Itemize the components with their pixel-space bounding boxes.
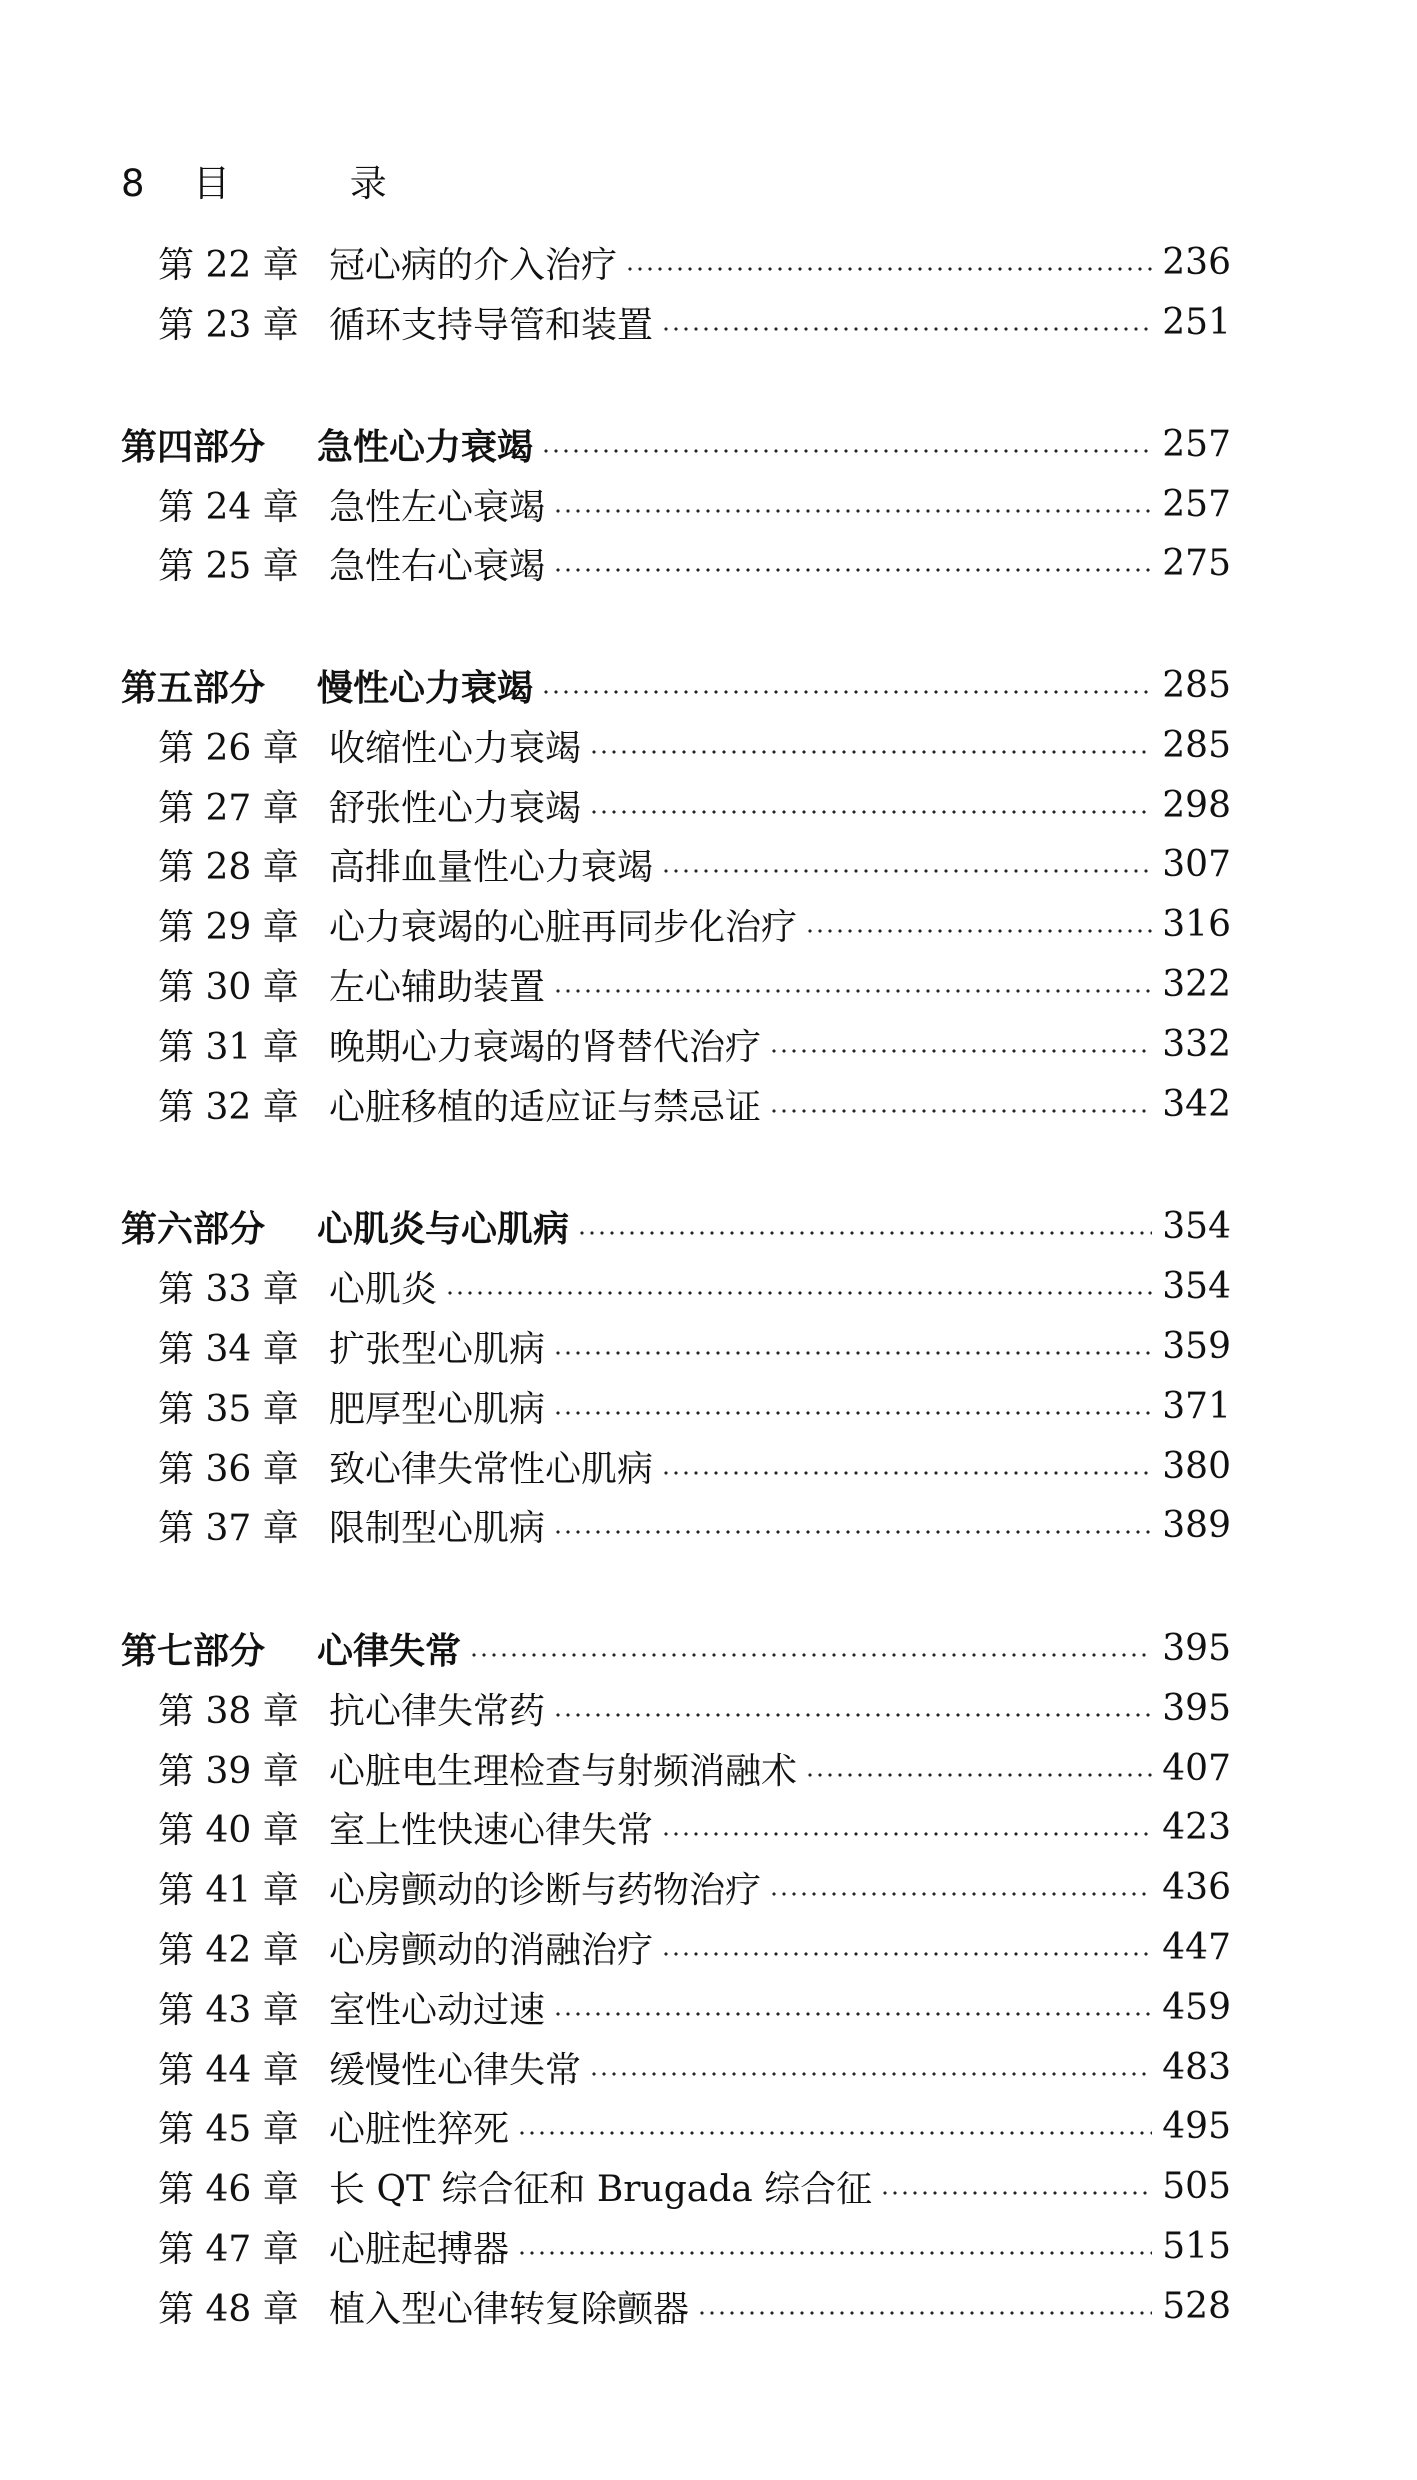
toc-part-row — [0, 1200, 1417, 1252]
dot-leader — [697, 2310, 1152, 2316]
part-number: 第七部分 — [121, 1630, 266, 1672]
page-ref: 285 — [1162, 724, 1231, 766]
chapter-number: 第 44 章 — [158, 2049, 299, 2091]
chapter-title: 植入型心律转复除颤器 — [329, 2288, 690, 2330]
toc-chapter-row — [0, 838, 1417, 890]
dot-leader — [661, 1951, 1152, 1957]
chapter-number: 第 24 章 — [158, 486, 299, 528]
dot-leader — [661, 868, 1152, 874]
chapter-number: 第 48 章 — [158, 2288, 299, 2330]
toc-chapter-row — [0, 898, 1417, 950]
page-ref: 395 — [1162, 1687, 1231, 1729]
chapter-title: 缓慢性心律失常 — [329, 2049, 582, 2091]
page-title: 目 录 — [193, 162, 441, 205]
chapter-title: 晚期心力衰竭的肾替代治疗 — [329, 1026, 762, 1068]
chapter-number: 第 41 章 — [158, 1869, 299, 1911]
chapter-number: 第 33 章 — [158, 1268, 299, 1310]
toc-chapter-row — [0, 296, 1417, 348]
chapter-title: 心脏性猝死 — [329, 2108, 510, 2150]
dot-leader — [769, 1048, 1152, 1054]
chapter-number: 第 27 章 — [158, 787, 299, 829]
dot-leader — [661, 326, 1152, 332]
chapter-number: 第 32 章 — [158, 1086, 299, 1128]
dot-leader — [553, 1410, 1152, 1416]
part-title: 慢性心力衰竭 — [317, 667, 534, 709]
page-ref: 459 — [1162, 1986, 1231, 2028]
page-ref: 505 — [1162, 2165, 1231, 2207]
dot-leader — [769, 1108, 1152, 1114]
chapter-title: 高排血量性心力衰竭 — [329, 846, 654, 888]
chapter-number: 第 47 章 — [158, 2228, 299, 2270]
chapter-title: 急性左心衰竭 — [329, 486, 546, 528]
toc-chapter-row — [0, 1440, 1417, 1492]
toc-chapter-row — [0, 1078, 1417, 1130]
dot-leader — [625, 266, 1152, 272]
part-number: 第六部分 — [121, 1208, 266, 1250]
part-title: 心律失常 — [317, 1630, 462, 1672]
dot-leader — [589, 2071, 1152, 2077]
chapter-title: 室上性快速心律失常 — [329, 1809, 654, 1851]
chapter-title: 心力衰竭的心脏再同步化治疗 — [329, 906, 798, 948]
page-ref: 285 — [1162, 664, 1231, 706]
chapter-title: 扩张型心肌病 — [329, 1328, 546, 1370]
dot-leader — [553, 988, 1152, 994]
chapter-title: 心房颤动的诊断与药物治疗 — [329, 1869, 762, 1911]
chapter-title: 急性右心衰竭 — [329, 545, 546, 587]
chapter-title: 舒张性心力衰竭 — [329, 787, 582, 829]
chapter-title: 肥厚型心肌病 — [329, 1388, 546, 1430]
chapter-number: 第 40 章 — [158, 1809, 299, 1851]
toc-chapter-row — [0, 779, 1417, 831]
chapter-number: 第 38 章 — [158, 1690, 299, 1732]
chapter-number: 第 34 章 — [158, 1328, 299, 1370]
page-ref: 483 — [1162, 2046, 1231, 2088]
chapter-number: 第 22 章 — [158, 244, 299, 286]
chapter-title: 室性心动过速 — [329, 1989, 546, 2031]
chapter-title: 心房颤动的消融治疗 — [329, 1929, 654, 1971]
page-ref: 354 — [1162, 1265, 1231, 1307]
toc-chapter-row — [0, 1981, 1417, 2033]
page-ref: 423 — [1162, 1806, 1231, 1848]
page-ref: 359 — [1162, 1325, 1231, 1367]
chapter-title: 循环支持导管和装置 — [329, 304, 654, 346]
page-ref: 257 — [1162, 423, 1231, 465]
chapter-number: 第 46 章 — [158, 2168, 299, 2210]
toc-chapter-row — [0, 478, 1417, 530]
toc-chapter-row — [0, 1921, 1417, 1973]
chapter-number: 第 28 章 — [158, 846, 299, 888]
page-ref: 316 — [1162, 903, 1231, 945]
chapter-title: 左心辅助装置 — [329, 966, 546, 1008]
part-title: 心肌炎与心肌病 — [317, 1208, 570, 1250]
chapter-number: 第 37 章 — [158, 1507, 299, 1549]
page-ref: 354 — [1162, 1205, 1231, 1247]
chapter-title: 致心律失常性心肌病 — [329, 1448, 654, 1490]
toc-chapter-row — [0, 2160, 1417, 2212]
dot-leader — [541, 689, 1152, 695]
dot-leader — [577, 1230, 1152, 1236]
toc-part-row — [0, 418, 1417, 470]
page-ref: 528 — [1162, 2285, 1231, 2327]
page-ref: 515 — [1162, 2225, 1231, 2267]
page-ref: 395 — [1162, 1627, 1231, 1669]
page-number: 8 — [121, 162, 145, 205]
toc-chapter-row — [0, 1801, 1417, 1853]
chapter-number: 第 31 章 — [158, 1026, 299, 1068]
chapter-title: 抗心律失常药 — [329, 1690, 546, 1732]
dot-leader — [769, 1891, 1152, 1897]
page-ref: 322 — [1162, 963, 1231, 1005]
toc-chapter-row — [0, 1499, 1417, 1551]
toc-chapter-row — [0, 1260, 1417, 1312]
toc-chapter-row — [0, 1742, 1417, 1794]
chapter-number: 第 42 章 — [158, 1929, 299, 1971]
chapter-title: 心脏起搏器 — [329, 2228, 510, 2270]
part-number: 第五部分 — [121, 667, 266, 709]
dot-leader — [553, 567, 1152, 573]
toc-chapter-row — [0, 1018, 1417, 1070]
dot-leader — [553, 1529, 1152, 1535]
page-ref: 307 — [1162, 843, 1231, 885]
chapter-title: 冠心病的介入治疗 — [329, 244, 618, 286]
page-ref: 436 — [1162, 1866, 1231, 1908]
toc-chapter-row — [0, 2100, 1417, 2152]
chapter-number: 第 45 章 — [158, 2108, 299, 2150]
page-ref: 332 — [1162, 1023, 1231, 1065]
chapter-title: 收缩性心力衰竭 — [329, 727, 582, 769]
toc-chapter-row — [0, 2041, 1417, 2093]
page-ref: 236 — [1162, 241, 1231, 283]
chapter-number: 第 36 章 — [158, 1448, 299, 1490]
dot-leader — [469, 1652, 1152, 1658]
page-ref: 342 — [1162, 1083, 1231, 1125]
toc-chapter-row — [0, 1682, 1417, 1734]
dot-leader — [805, 928, 1152, 934]
chapter-title: 心肌炎 — [329, 1268, 438, 1310]
chapter-number: 第 23 章 — [158, 304, 299, 346]
chapter-title: 长 QT 综合征和 Brugada 综合征 — [329, 2168, 873, 2210]
toc-chapter-row — [0, 236, 1417, 288]
page-ref: 380 — [1162, 1445, 1231, 1487]
dot-leader — [553, 1350, 1152, 1356]
dot-leader — [880, 2190, 1152, 2196]
dot-leader — [805, 1772, 1152, 1778]
page-ref: 371 — [1162, 1385, 1231, 1427]
chapter-title: 限制型心肌病 — [329, 1507, 546, 1549]
dot-leader — [517, 2250, 1152, 2256]
page-ref: 257 — [1162, 483, 1231, 525]
toc-chapter-row — [0, 537, 1417, 589]
page-ref: 407 — [1162, 1747, 1231, 1789]
toc-chapter-row — [0, 958, 1417, 1010]
toc-chapter-row — [0, 2220, 1417, 2272]
chapter-title: 心脏电生理检查与射频消融术 — [329, 1750, 798, 1792]
chapter-number: 第 26 章 — [158, 727, 299, 769]
chapter-number: 第 29 章 — [158, 906, 299, 948]
page-ref: 298 — [1162, 784, 1231, 826]
toc-chapter-row — [0, 719, 1417, 771]
toc-chapter-row — [0, 2280, 1417, 2332]
toc-part-row — [0, 1622, 1417, 1674]
dot-leader — [553, 1712, 1152, 1718]
page-ref: 447 — [1162, 1926, 1231, 1968]
dot-leader — [661, 1831, 1152, 1837]
dot-leader — [553, 2011, 1152, 2017]
page-ref: 275 — [1162, 542, 1231, 584]
dot-leader — [517, 2130, 1152, 2136]
toc-chapter-row — [0, 1861, 1417, 1913]
dot-leader — [661, 1470, 1152, 1476]
chapter-number: 第 30 章 — [158, 966, 299, 1008]
chapter-number: 第 39 章 — [158, 1750, 299, 1792]
page-ref: 389 — [1162, 1504, 1231, 1546]
dot-leader — [541, 448, 1152, 454]
chapter-number: 第 25 章 — [158, 545, 299, 587]
toc-part-row — [0, 659, 1417, 711]
chapter-number: 第 35 章 — [158, 1388, 299, 1430]
dot-leader — [589, 809, 1152, 815]
toc-chapter-row — [0, 1320, 1417, 1372]
part-title: 急性心力衰竭 — [317, 426, 534, 468]
page-ref: 495 — [1162, 2105, 1231, 2147]
dot-leader — [589, 749, 1152, 755]
part-number: 第四部分 — [121, 426, 266, 468]
chapter-number: 第 43 章 — [158, 1989, 299, 2031]
dot-leader — [445, 1290, 1152, 1296]
chapter-title: 心脏移植的适应证与禁忌证 — [329, 1086, 762, 1128]
page-ref: 251 — [1162, 301, 1231, 343]
toc-chapter-row — [0, 1380, 1417, 1432]
dot-leader — [553, 508, 1152, 514]
